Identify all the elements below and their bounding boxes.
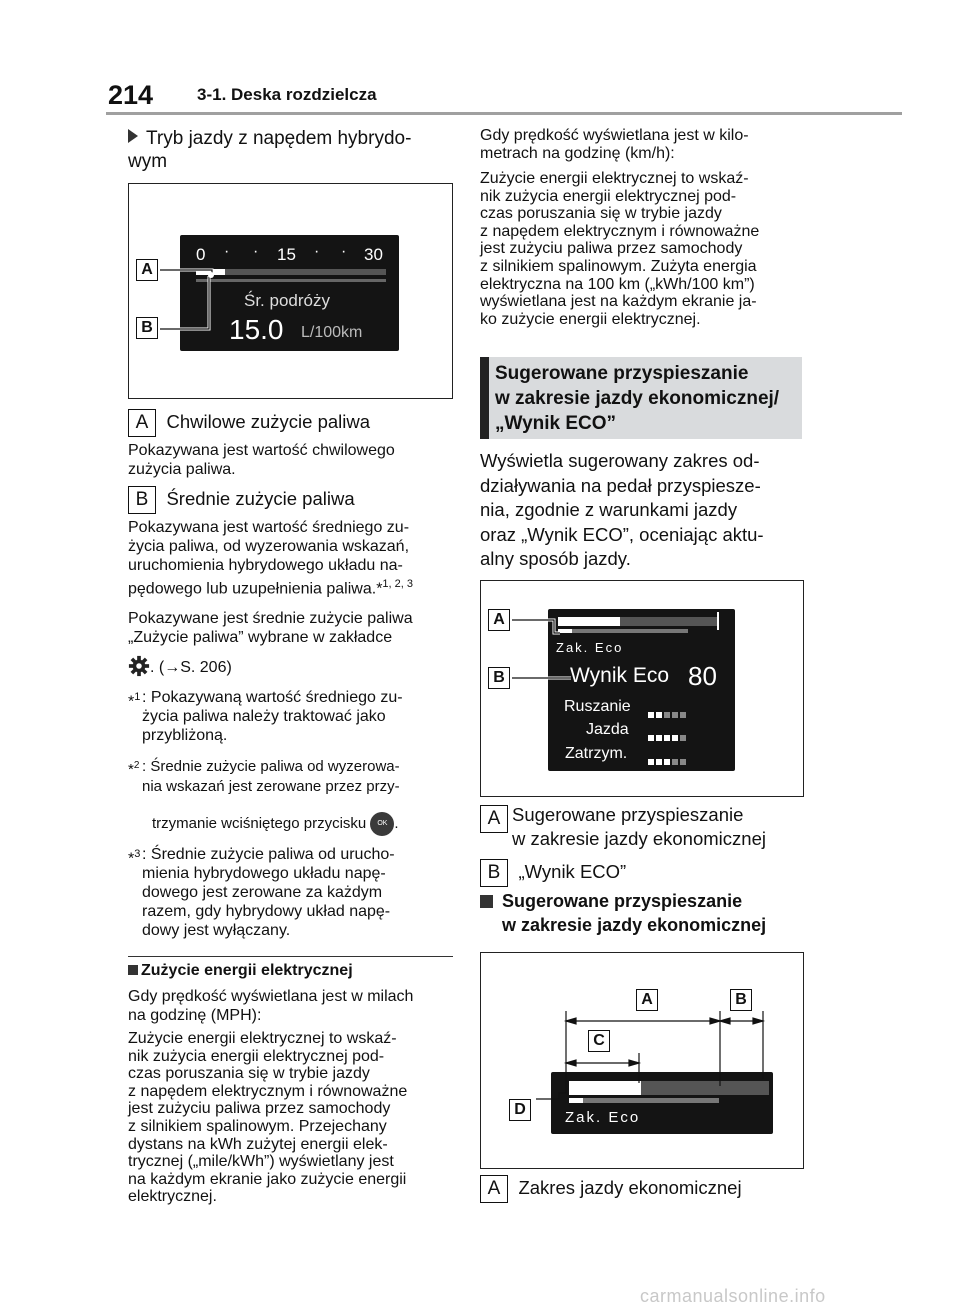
callout-a: A (636, 989, 658, 1011)
eco-item-b-title: „Wynik ECO” (518, 861, 627, 882)
eco-item-a2-tag: A (480, 1175, 508, 1203)
electric-p1: Gdy prędkość wyświetlana jest w milach na godzinę (MPH): (128, 988, 414, 1024)
callout-a: A (488, 609, 510, 631)
hybrid-mode-heading-text: Tryb jazdy z napędem hybrydo- wym (128, 128, 412, 172)
divider (128, 956, 453, 957)
item-a-title: Chwilowe zużycie paliwa (166, 411, 371, 432)
scale-dot: · (314, 243, 320, 260)
item-b-desc-text: Pokazywana jest wartość średniego zu- życia paliwa, od wyzerowania wskazań, uruchomienia hybrydowego układu na- pędowego lub uzupełnienia paliwa.* (128, 519, 410, 598)
scale-30: 30 (364, 245, 383, 264)
footnote-end: . (394, 814, 399, 832)
eco-range-figure (480, 952, 804, 1169)
eco-item-a2-row (480, 1175, 810, 1203)
footnote-mark: * (128, 693, 135, 711)
fuel-figure (128, 183, 453, 399)
avg-unit: L/100km (301, 324, 363, 341)
ok-button-icon: OK (370, 812, 394, 836)
fig1-leader-lines (129, 184, 452, 398)
callout-c: C (588, 1030, 610, 1052)
eco-item-a2-title: Zakres jazdy ekonomicznej (518, 1177, 742, 1198)
scale-dot: · (224, 243, 230, 260)
scale-dot: · (253, 243, 259, 260)
footnote-mark: * (128, 761, 134, 778)
avg-ref-row (128, 655, 458, 677)
eco-section-accent (480, 357, 489, 439)
eco-item-b-row (480, 859, 810, 887)
avg-value: 15.0 (229, 314, 284, 345)
electric-heading-text: Zużycie energii elektrycznej (141, 962, 353, 979)
row-zatrzym-label: Zatrzym. (565, 745, 628, 762)
avg-trip-label: Śr. podróży (244, 291, 330, 310)
eco-item-a-title: Sugerowane przyspieszanie w zakresie jazdy ekonomicznej (512, 804, 766, 849)
scale-0: 0 (196, 245, 206, 264)
item-a-tag: A (128, 409, 156, 437)
scale-dot: · (341, 243, 347, 260)
callout-d: D (509, 1099, 531, 1121)
eco-figure (480, 580, 804, 797)
callout-b: B (488, 667, 510, 689)
zak-eco-label: Zak. Eco (565, 1109, 641, 1126)
electric-heading (128, 962, 458, 980)
hybrid-mode-heading (128, 127, 454, 173)
item-b-desc (128, 518, 458, 598)
section-title: 3-1. Deska rozdzielcza (197, 85, 377, 104)
square-bullet-icon (480, 895, 493, 908)
page-number: 214 (108, 80, 154, 110)
zak-eco-label: Zak. Eco (556, 640, 624, 655)
footnote-2-line3 (152, 812, 472, 836)
callout-a: A (136, 259, 158, 281)
footnote-text: : Średnie zużycie paliwa od urucho- mienia hybrydowego układu napę- dowego jest zerowane za każdym razem, gdy hybrydowy układ napę- dowy jest wyłączany. (142, 846, 395, 939)
wynik-eco-value: 80 (688, 661, 717, 691)
footnote-sup: 3 (134, 848, 141, 860)
item-b-sup: 1, 2, 3 (382, 578, 413, 590)
footnote-sup: 2 (133, 760, 140, 771)
arrow-right-icon (128, 129, 138, 143)
avg-para: Pokazywane jest średnie zużycie paliwa „Zużycie paliwa” wybrane w zakładce (128, 610, 413, 646)
watermark: carmanualsonline.info (640, 1286, 826, 1306)
fig3-dimension-lines (481, 953, 803, 1168)
header-rule (106, 112, 902, 115)
row-jazda-label: Jazda (586, 721, 629, 738)
item-b-row (128, 486, 458, 514)
avg-ref-text: . (→S. 206) (150, 659, 232, 676)
callout-b: B (730, 989, 752, 1011)
square-bullet-icon (128, 965, 138, 975)
footnote-sup: 1 (134, 691, 141, 703)
footnote-text: : Pokazywaną wartość średniego zu- życia paliwa należy traktować jako przybliżoną. (142, 689, 403, 744)
footnote-mark: * (128, 850, 135, 868)
right-p1: Gdy prędkość wyświetlana jest w kilo- metrach na godzinę (km/h): (480, 127, 749, 162)
footnote-text-2: trzymanie wciśniętego przycisku (152, 814, 367, 832)
eco-section-box (480, 357, 802, 439)
electric-p2: Zużycie energii elektrycznej to wskaź- nik zużycia energii elektrycznej pod- czas poruszania się w trybie jazdy z napędem elektrycznym i równoważne jest zużyciu paliwa przez samochody z silnikiem spalinowym. Przejechany dystans na kWh zużytej energii elek- trycznej („mile/kWh”) wyświetlany jest na każdym ekranie jako zużycie energii elektrycznej. (128, 1030, 408, 1206)
right-p2: Zużycie energii elektrycznej to wskaź- nik zużycia energii elektrycznej pod- czas poruszania się w trybie jazdy z napędem elektrycznym i równoważne jest zużyciu paliwa przez samochody z silnikiem spalinowym. Zużyta energia elektryczna na 100 km („kWh/100 km”) wyświetlana jest na każdym ekranie ja- ko zużycie energii elektrycznej. (480, 170, 760, 328)
item-b-tag: B (128, 486, 156, 514)
item-a-desc: Pokazywana jest wartość chwilowego zużycia paliwa. (128, 442, 395, 478)
footnote-text: : Średnie zużycie paliwa od wyzerowa- nia wskazań jest zerowane przez przy- (142, 758, 400, 795)
scale-15: 15 (277, 245, 296, 264)
item-b-title: Średnie zużycie paliwa (166, 488, 355, 509)
eco-intro: Wyświetla sugerowany zakres od- działywania na pedał przyspiesze- nia, zgodnie z warunkami jazdy oraz „Wynik ECO”, oceniając aktu- alny sposób jazdy. (480, 450, 764, 569)
eco-item-a-tag: A (480, 805, 508, 833)
item-a-row (128, 409, 458, 437)
eco-item-b-tag: B (480, 859, 508, 887)
fig2-leader-lines (481, 581, 803, 796)
eco-sub-heading-text: Sugerowane przyspieszanie w zakresie jazdy ekonomicznej (502, 891, 767, 935)
gear-icon (128, 655, 150, 677)
row-ruszanie-label: Ruszanie (564, 698, 631, 715)
wynik-eco-label: Wynik Eco (570, 664, 670, 687)
callout-b: B (136, 317, 158, 339)
eco-section-title: Sugerowane przyspieszanie w zakresie jazdy ekonomicznej/ „Wynik ECO” (495, 363, 780, 434)
